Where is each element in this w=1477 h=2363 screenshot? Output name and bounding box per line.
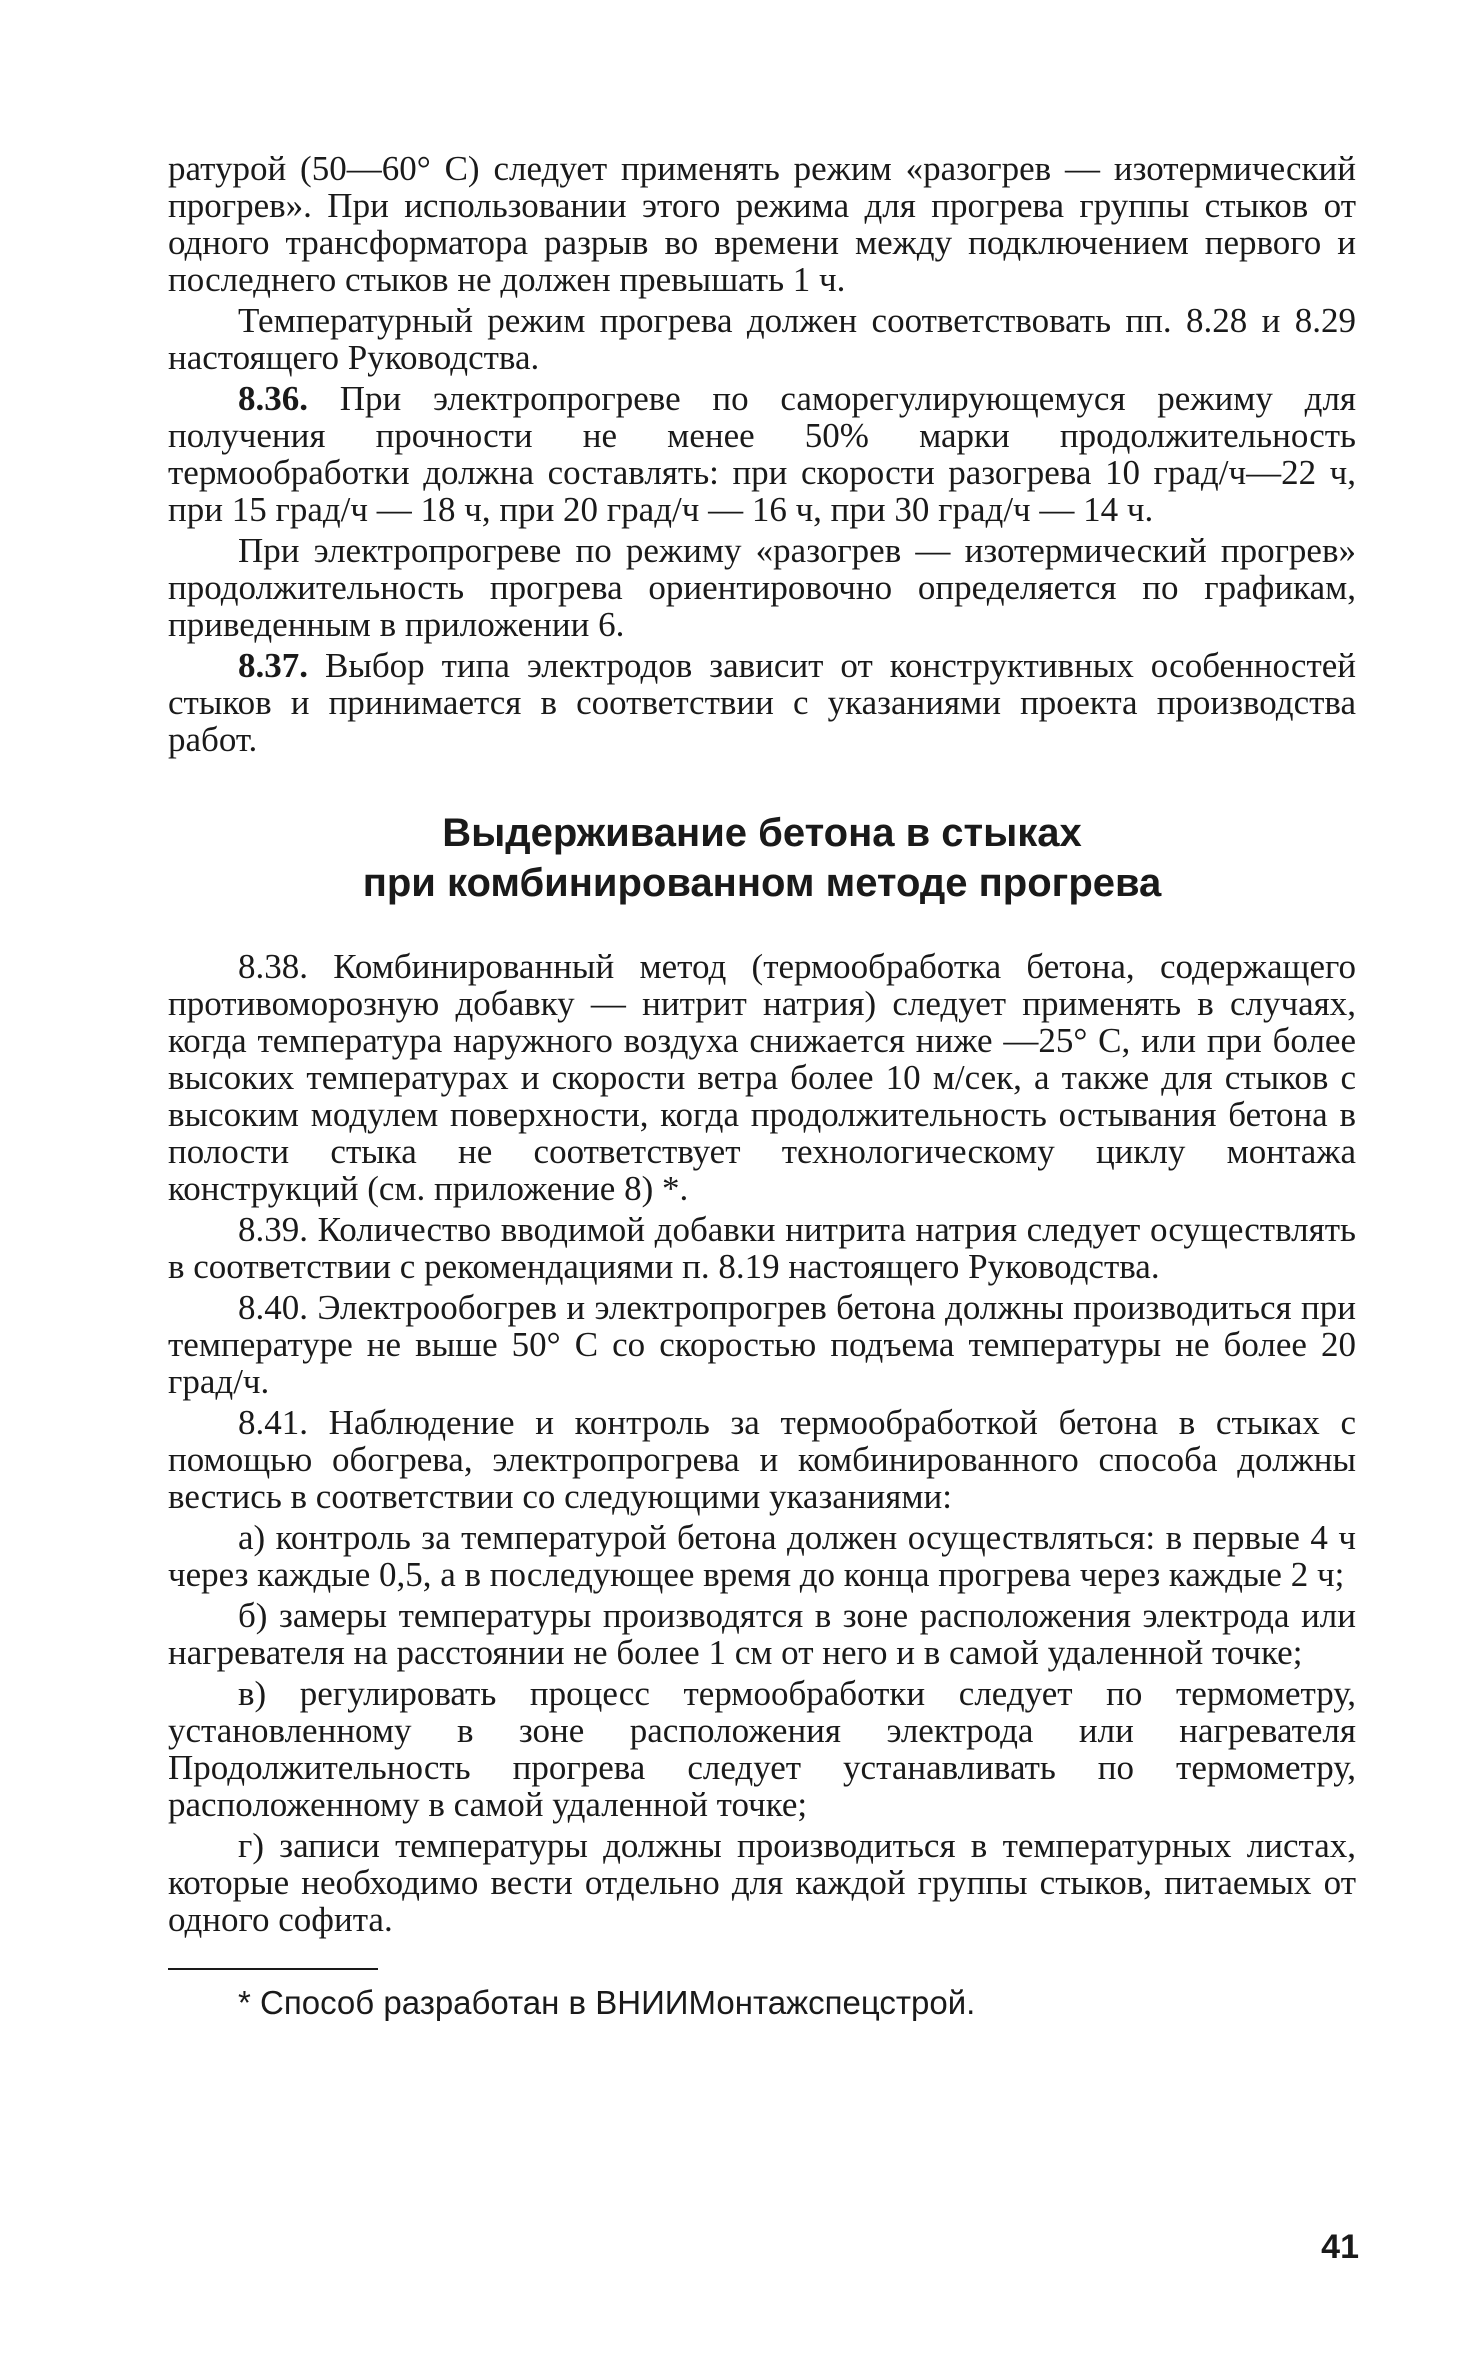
paragraph-8-40: 8.40. Электрообогрев и электропрогрев бетона должны производиться при температуре не выше 50° С со скоростью подъема температуры не более 20 град/ч. xyxy=(168,1288,1356,1401)
paragraph-8-36 xyxy=(168,380,1356,528)
section-heading-line-2: при комбинированном методе прогрева xyxy=(362,861,1162,905)
clause-text-8-37: Выбор типа электродов зависит от конструктивных особенностей стыков и принимается в соответствии с указаниями проекта производства работ. xyxy=(168,646,1357,759)
paragraph-8-39: 8.39. Количество вводимой добавки нитрита натрия следует осуществлять в соответствии с рекомендациями п. 8.19 настоящего Руководства. xyxy=(168,1210,1356,1286)
paragraph-continuation: ратурой (50—60° С) следует применять режим «разогрев — изотермический прогрев». При использовании этого режима для прогрева группы стыков от одного трансформатора разрыв во времени между подключением первого и последнего стыков не должен превышать 1 ч. xyxy=(168,149,1356,299)
paragraph-temperature-mode: Температурный режим прогрева должен соответствовать пп. 8.28 и 8.29 настоящего Руководства. xyxy=(168,301,1356,377)
paragraph-8-38: 8.38. Комбинированный метод (термообработка бетона, содержащего противоморозную добавку — нитрит натрия) следует применять в случаях, когда температура наружного воздуха снижается ниже —25° С, или при более высоких температурах и скорости ветра более 10 м/сек, а также для стыков с высоким модулем поверхности, когда продолжительность остывания бетона в полости стыка не соответствует технологическому циклу монтажа конструкций (см. приложение 8) *. xyxy=(168,947,1356,1208)
section-heading xyxy=(168,808,1356,908)
paragraph-electroheating-mode: При электропрогреве по режиму «разогрев — изотермический прогрев» продолжительность прогрева ориентировочно определяется по графикам, приведенным в приложении 6. xyxy=(168,531,1356,644)
section-heading-line-1: Выдерживание бетона в стыках xyxy=(442,811,1082,855)
clause-text-8-36: При электропрогреве по саморегулирующемуся режиму для получения прочности не менее 50% марки продолжительность термообработки должна составлять: при скорости разогрева 10 град/ч—22 ч, при 15 град/ч — 18 ч, при 20 град/ч — 16 ч, при 30 град/ч — 14 ч. xyxy=(168,379,1357,529)
footnote-divider xyxy=(168,1968,378,1970)
clause-number-8-37: 8.37. xyxy=(238,646,308,685)
list-item-v: в) регулировать процесс термообработки следует по термометру, установленному в зоне расположения электрода или нагревателя Продолжительность прогрева следует устанавливать по термометру, расположенному в самой удаленной точке; xyxy=(168,1674,1356,1824)
page-number: 41 xyxy=(1321,2228,1359,2266)
list-item-g: г) записи температуры должны производиться в температурных листах, которые необходимо вести отдельно для каждой группы стыков, питаемых от одного софита. xyxy=(168,1826,1356,1939)
paragraph-8-37 xyxy=(168,647,1356,758)
footnote: * Способ разработан в ВНИИМонтажспецстрой. xyxy=(238,1984,976,2021)
page-body xyxy=(168,150,1356,2022)
list-item-b: б) замеры температуры производятся в зоне расположения электрода или нагревателя на расстоянии не более 1 см от него и в самой удаленной точке; xyxy=(168,1596,1356,1672)
list-item-a: а) контроль за температурой бетона должен осуществляться: в первые 4 ч через каждые 0,5, а в последующее время до конца прогрева через каждые 2 ч; xyxy=(168,1518,1356,1594)
paragraph-8-41: 8.41. Наблюдение и контроль за термообработкой бетона в стыках с помощью обогрева, электропрогрева и комбинированного способа должны вестись в соответствии со следующими указаниями: xyxy=(168,1403,1356,1516)
clause-number-8-36: 8.36. xyxy=(238,379,308,418)
